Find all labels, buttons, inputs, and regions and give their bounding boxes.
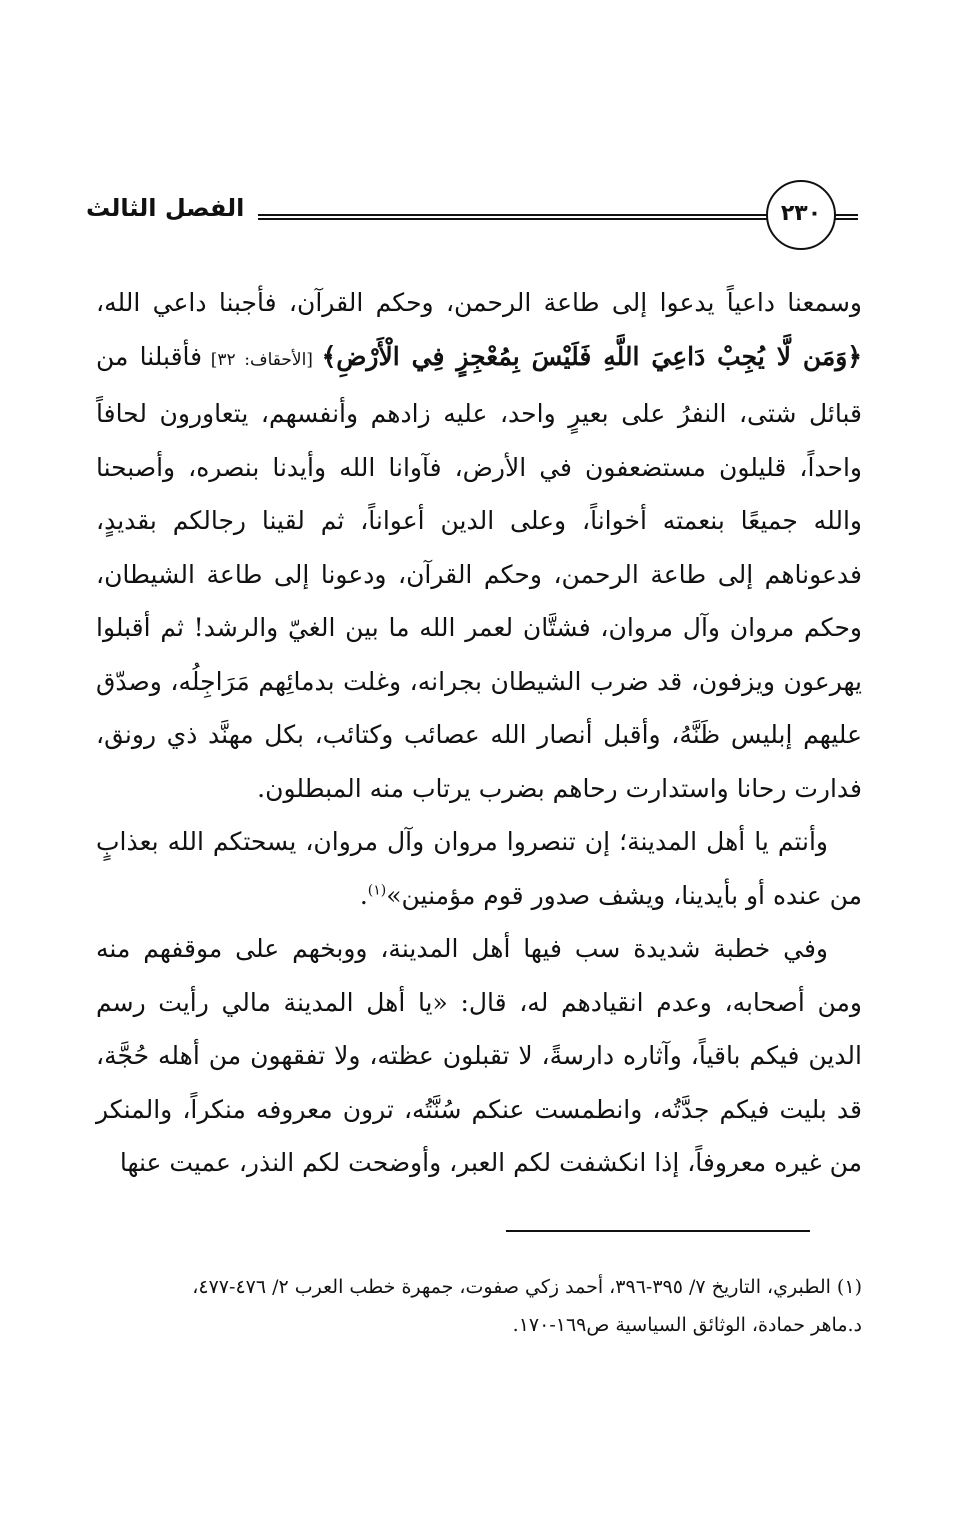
paragraph-1 bbox=[96, 276, 862, 815]
footnote-separator bbox=[506, 1230, 810, 1232]
paragraph-3: وفي خطبة شديدة سب فيها أهل المدينة، ووبخهم على موقفهم منه ومن أصحابه، وعدم انقيادهم له، قال: «يا أهل المدينة مالي رأيت رسم الدين فيكم باقياً، وآثاره دارسةً، لا تقبلون عظته، ولا تفقهون من أهله حُجَّة، قد بليت فيكم جدَّتُه، وانطمست عنكم سُنَّتُه، ترون معروفه منكراً، والمنكر من غيره معروفاً، إذا انكشفت لكم العبر، وأوضحت لكم النذر، عميت عنها bbox=[96, 934, 862, 1177]
footnote-1-line-2: د.ماهر حمادة، الوثائق السياسية ص١٦٩-١٧٠. bbox=[512, 1314, 862, 1336]
header-rule-end bbox=[838, 214, 858, 220]
footnote-1-line-1: (١) الطبري، التاريخ ٧/ ٣٩٥-٣٩٦، أحمد زكي صفوت، جمهرة خطب العرب ٢/ ٤٧٦-٤٧٧، bbox=[192, 1276, 862, 1298]
footnote-marker: (١) bbox=[367, 882, 387, 899]
verse-citation: [الأحقاف: ٣٢] bbox=[202, 349, 322, 370]
main-text bbox=[96, 276, 862, 1190]
page-number: ٢٣٠ bbox=[766, 180, 836, 250]
paragraph-2-text: وأنتم يا أهل المدينة؛ إن تنصروا مروان وآل مروان، يسحتكم الله بعذابٍ من عنده أو بأيدينا، ويشف صدور قوم مؤمنين» bbox=[96, 827, 862, 910]
paragraph-2 bbox=[96, 815, 862, 922]
chapter-title: الفصل الثالث bbox=[86, 194, 245, 222]
paragraph-1-body: فأقبلنا من قبائل شتى، النفرُ على بعيرٍ واحد، عليه زادهم وأنفسهم، يتعاورون لحافاً واحداً، قليلون مستضعفون في الأرض، فآوانا الله وأيدنا بنصره، وأصبحنا والله جميعًا بنعمته أخواناً، وعلى الدين أعواناً، ثم لقينا رجالكم بقديدٍ، فدعوناهم إلى طاعة الرحمن، وحكم القرآن، ودعونا إلى طاعة الشيطان، وحكم مروان وآل مروان، فشتَّان لعمر الله ما بين الغيّ والرشد! ثم أقبلوا يهرعون ويزفون، قد ضرب الشيطان بجرانه، وغلت بدمائِهم مَرَاجِلُه، وصدّق عليهم إبليس ظَنَّهُ، وأقبل أنصار الله عصائب وكتائب، بكل مهنَّد ذي رونق، فدارت رحانا واستدارت رحاهم بضرب يرتاب منه المبطلون. bbox=[96, 341, 862, 803]
paragraph-2-end: . bbox=[359, 880, 368, 910]
paragraph-1-intro: وسمعنا داعياً يدعوا إلى طاعة الرحمن، وحكم القرآن، فأجبنا داعي الله، bbox=[96, 288, 862, 317]
header-double-rule bbox=[258, 214, 846, 220]
running-header bbox=[86, 190, 858, 246]
footnotes bbox=[96, 1268, 862, 1344]
quran-verse: ﴿وَمَن لَّا يُجِبْ دَاعِيَ اللَّهِ فَلَيْسَ بِمُعْجِزٍ فِي الْأَرْضِ﴾ bbox=[321, 341, 863, 371]
